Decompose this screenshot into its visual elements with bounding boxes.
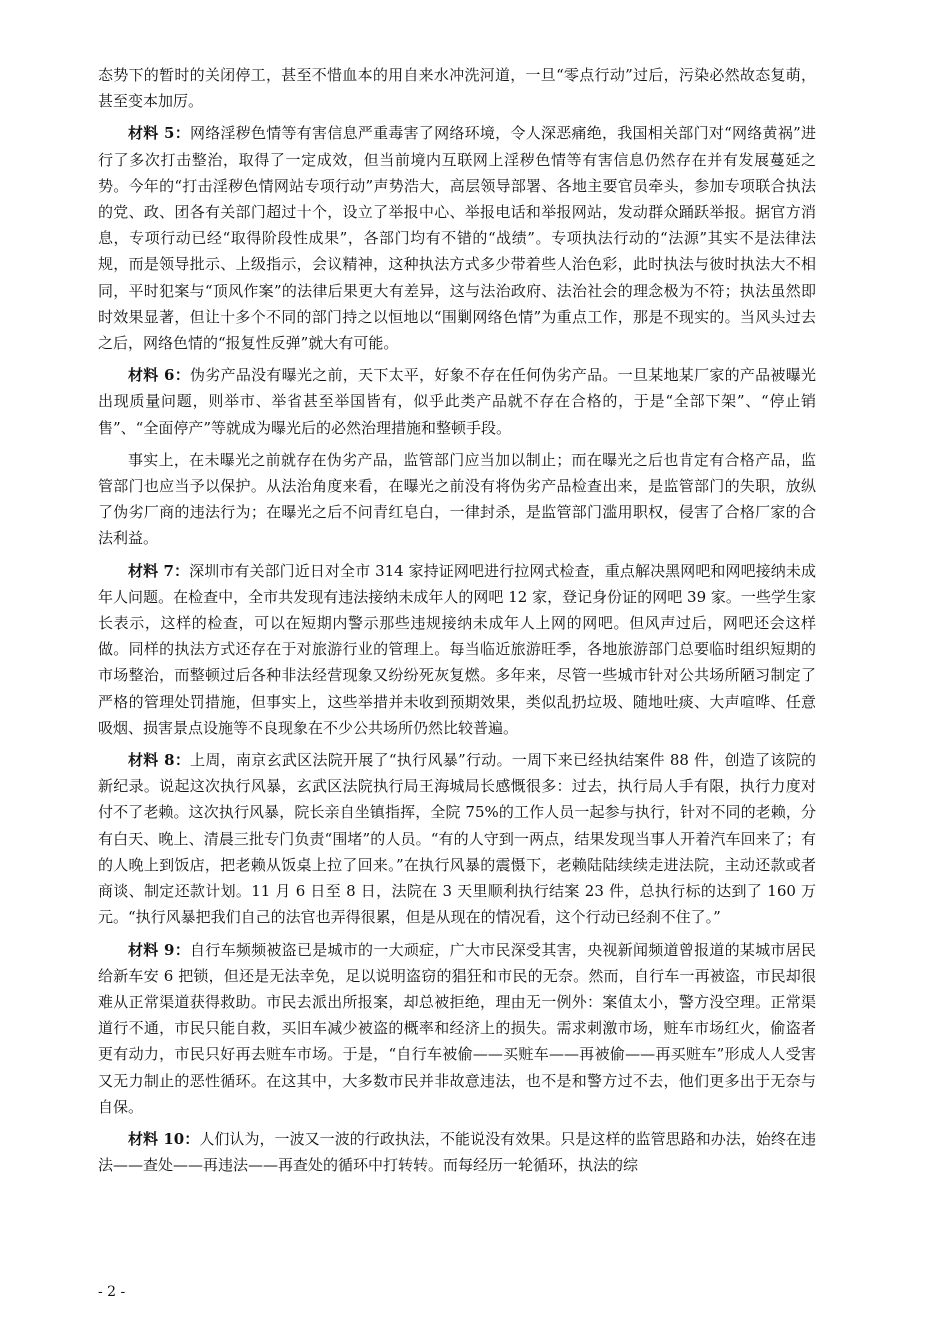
paragraph-text: 人们认为，一波又一波的行政执法，不能说没有效果。只是这样的监管思路和办法，始终在违法——查处——再违法——再查处的循环中打转转。而每经历一轮循环，执法的综 <box>98 1129 816 1175</box>
paragraph-material-7 <box>98 558 816 741</box>
material-label: 材料 6： <box>128 366 191 385</box>
material-label: 材料 7： <box>128 561 190 580</box>
material-label: 材料 8： <box>128 751 191 770</box>
paragraph-material-5 <box>98 120 816 356</box>
paragraph-text: 自行车频频被盗已是城市的一大顽症，广大市民深受其害，央视新闻频道曾报道的某城市居民给新车安 6 把锁，但还是无法幸免，足以说明盗窃的猖狂和市民的无奈。然而，自行车一再被盗，市民却很难从正常渠道获得救助。市民去派出所报案，却总被拒绝，理由无一例外：案值太小，警方没空理。正常渠道行不通，市民只能自救，买旧车减少被盗的概率和经济上的损失。需求刺激市场，赃车市场红火，偷盗者更有动力，市民只好再去赃车市场。于是，“自行车被偷——买赃车——再被偷——再买赃车”形成人人受害又无力制止的恶性循环。在这其中，大多数市民并非故意违法，也不是和警方过不去，他们更多出于无奈与自保。 <box>98 940 816 1116</box>
material-label: 材料 10： <box>128 1129 200 1148</box>
paragraph-text: 态势下的暂时的关闭停工，甚至不惜血本的用自来水冲洗河道，一旦“零点行动”过后，污染必然故态复萌，甚至变本加厉。 <box>98 66 816 111</box>
document-body <box>98 62 816 1184</box>
paragraph-material-6-continued <box>98 447 816 552</box>
material-label: 材料 9： <box>128 940 191 959</box>
paragraph-material-10 <box>98 1126 816 1178</box>
paragraph-text: 上周，南京玄武区法院开展了“执行风暴”行动。一周下来已经执结案件 88 件，创造了该院的新纪录。说起这次执行风暴，玄武区法院执行局王海城局长感慨很多：过去，执行局人手有限，执行力度对付不了老赖。这次执行风暴，院长亲自坐镇指挥，全院 75%的工作人员一起参与执行，针对不同的老赖，分有白天、晚上、清晨三批专门负责“围堵”的人员。“有的人守到一两点，结果发现当事人开着汽车回来了；有的人晚上到饭店，把老赖从饭桌上拉了回来。”在执行风暴的震慑下，老赖陆陆续续走进法院，主动还款或者商谈、制定还款计划。11 月 6 日至 8 日，法院在 3 天里顺利执行结案 23 件，总执行标的达到了 160 万元。“执行风暴把我们自己的法官也弄得很累，但是从现在的情况看，这个行动已经刹不住了。” <box>98 751 816 927</box>
material-label: 材料 5： <box>128 124 190 143</box>
paragraph-material-6 <box>98 362 816 441</box>
page-number: - 2 - <box>98 1284 126 1300</box>
paragraph-text: 网络淫秽色情等有害信息严重毒害了网络环境，令人深恶痛绝，我国相关部门对“网络黄祸”进行了多次打击整治，取得了一定成效，但当前境内互联网上淫秽色情等有害信息仍然存在并有发展蔓延之势。今年的“打击淫秽色情网站专项行动”声势浩大，高层领导部署、各地主要官员牵头，参加专项联合执法的党、政、团各有关部门超过十个，设立了举报中心、举报电话和举报网站，发动群众踊跃举报。据官方消息，专项行动已经“取得阶段性成果”，各部门均有不错的“战绩”。专项执法行动的“法源”其实不是法律法规，而是领导批示、上级指示，会议精神，这种执法方式多少带着些人治色彩，此时执法与彼时执法大不相同，平时犯案与“顶风作案”的法律后果更大有差异，这与法治政府、法治社会的理念极为不符；执法虽然即时效果显著，但让十多个不同的部门持之以恒地以“围剿网络色情”为重点工作，那是不现实的。当风头过去之后，网络色情的“报复性反弹”就大有可能。 <box>98 124 816 353</box>
paragraph-text: 深圳市有关部门近日对全市 314 家持证网吧进行拉网式检查，重点解决黑网吧和网吧接纳未成年人问题。在检查中，全市共发现有违法接纳未成年人的网吧 12 家，登记身份证的网吧 39 家。一些学生家长表示，这样的检查，可以在短期内警示那些违规接纳未成年人上网的网吧。但风声过后，网吧还会这样做。同样的执法方式还存在于对旅游行业的管理上。每当临近旅游旺季，各地旅游部门总要临时组织短期的市场整治，而整顿过后各种非法经营现象又纷纷死灰复燃。多年来，尽管一些城市针对公共场所陋习制定了严格的管理处罚措施，但事实上，这些举措并未收到预期效果，类似乱扔垃圾、随地吐痰、大声喧哗、任意吸烟、损害景点设施等不良现象在不少公共场所仍然比较普遍。 <box>98 561 816 737</box>
paragraph-continued <box>98 62 816 114</box>
paragraph-material-8 <box>98 747 816 930</box>
paragraph-material-9 <box>98 937 816 1120</box>
paragraph-text: 事实上，在未曝光之前就存在伪劣产品，监管部门应当加以制止；而在曝光之后也肯定有合格产品，监管部门也应当予以保护。从法治角度来看，在曝光之前没有将伪劣产品检查出来，是监管部门的失职，放纵了伪劣厂商的违法行为；在曝光之后不问青红皂白，一律封杀，是监管部门滥用职权，侵害了合格厂家的合法利益。 <box>98 450 816 548</box>
paragraph-text: 伪劣产品没有曝光之前，天下太平，好象不存在任何伪劣产品。一旦某地某厂家的产品被曝光出现质量问题，则举市、举省甚至举国皆有，似乎此类产品就不存在合格的，于是“全部下架”、“停止销售”、“全面停产”等就成为曝光后的必然治理措施和整顿手段。 <box>98 366 816 437</box>
